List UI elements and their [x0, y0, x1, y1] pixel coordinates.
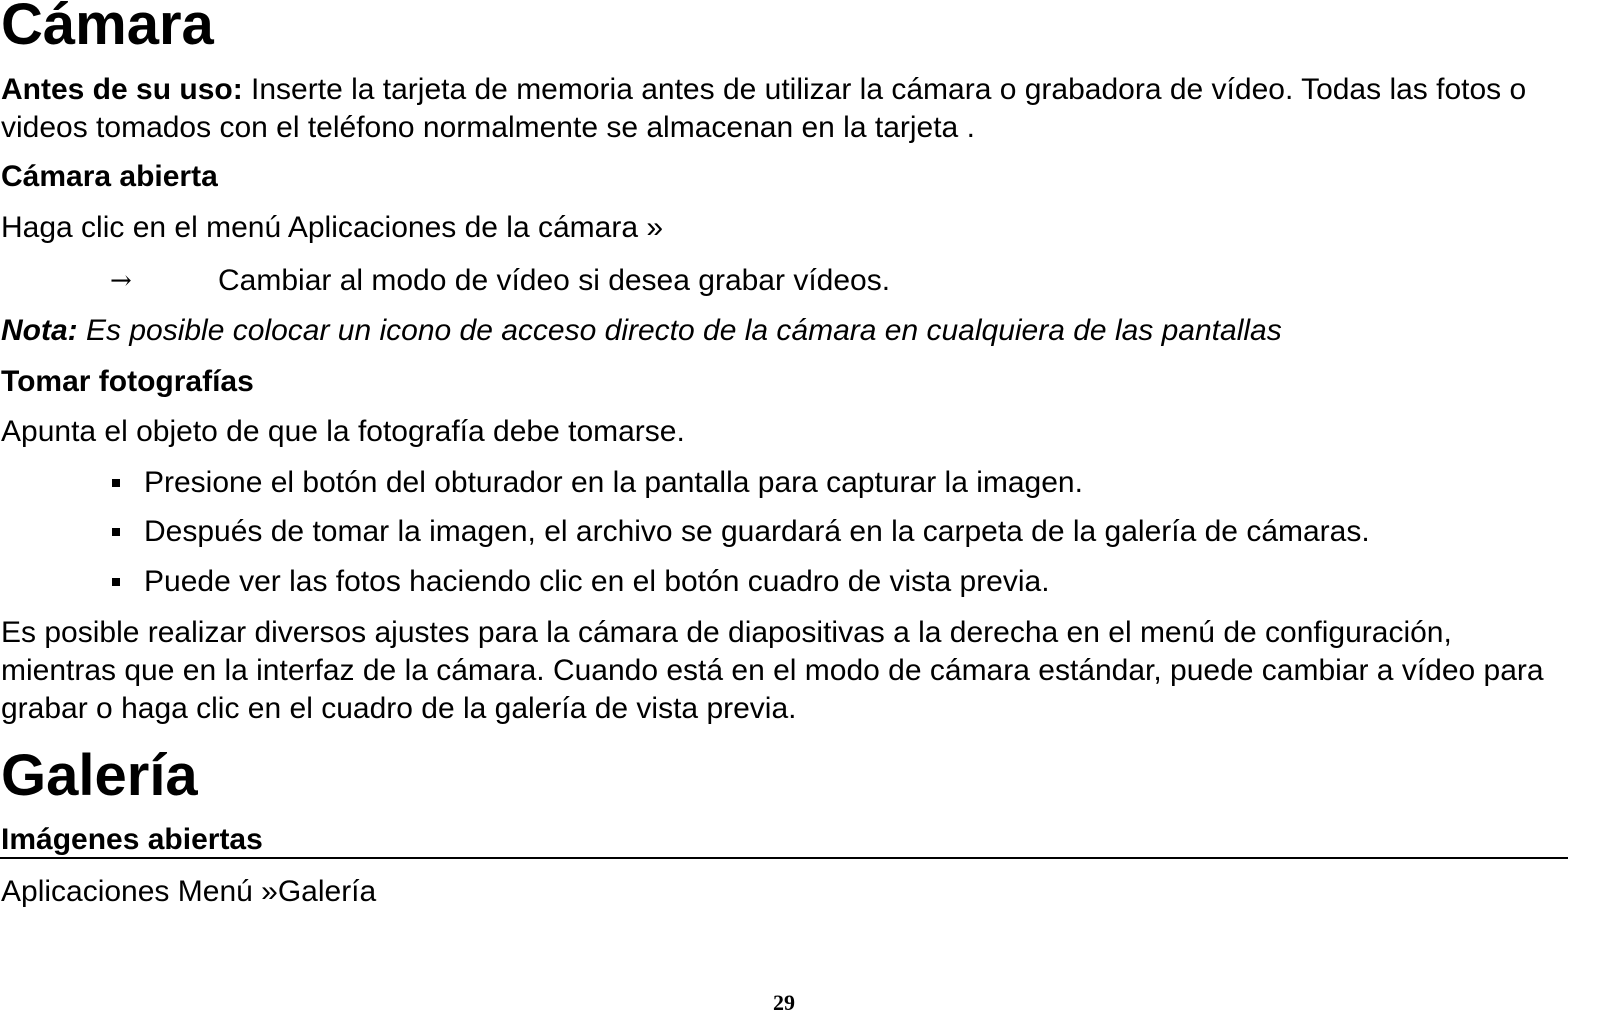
list-item-text: Después de tomar la imagen, el archivo se guardará en la carpeta de la galería de cámaras.	[144, 515, 1370, 548]
camera-intro-text: Inserte la tarjeta de memoria antes de utilizar la cámara o grabadora de vídeo. Todas las fotos o videos tomados con el teléfono normalmente se almacenan en la tarjeta .	[1, 73, 1527, 144]
list-item-text: Presione el botón del obturador en la pantalla para capturar la imagen.	[144, 466, 1083, 499]
list-item-text: Puede ver las fotos haciendo clic en el botón cuadro de vista previa.	[144, 565, 1050, 598]
camera-note-text: Es posible colocar un icono de acceso directo de la cámara en cualquiera de las pantallas	[77, 314, 1282, 347]
gallery-open-heading: Imágenes abiertas	[1, 823, 263, 856]
square-bullet-icon	[112, 578, 120, 586]
camera-open-text: Haga clic en el menú Aplicaciones de la cámara »	[1, 211, 664, 244]
camera-arrow-item-text: Cambiar al modo de vídeo si desea grabar vídeos.	[218, 264, 891, 297]
camera-note	[1, 312, 1282, 350]
heading-underline	[0, 857, 1568, 859]
gallery-open-text: Aplicaciones Menú »Galería	[1, 875, 377, 908]
camera-photo-text: Apunta el objeto de que la fotografía debe tomarse.	[1, 415, 685, 448]
camera-settings-paragraph: Es posible realizar diversos ajustes para la cámara de diapositivas a la derecha en el menú de configuración, mientras que en la interfaz de la cámara. Cuando está en el modo de cámara estándar, puede cambiar a vídeo para grabar o haga clic en el cuadro de la galería de vista previa.	[1, 616, 1544, 725]
camera-photo-heading: Tomar fotografías	[1, 365, 254, 398]
camera-note-label: Nota:	[1, 314, 78, 347]
camera-intro-label: Antes de su uso:	[1, 73, 243, 106]
square-bullet-icon	[112, 479, 120, 487]
camera-section-title: Cámara	[1, 0, 214, 57]
page-number: 29	[773, 990, 795, 1015]
gallery-section-title: Galería	[1, 743, 198, 808]
camera-open-heading: Cámara abierta	[1, 160, 218, 193]
square-bullet-icon	[112, 528, 120, 536]
camera-intro-paragraph	[1, 71, 1568, 147]
arrow-right-icon: →	[110, 266, 132, 296]
